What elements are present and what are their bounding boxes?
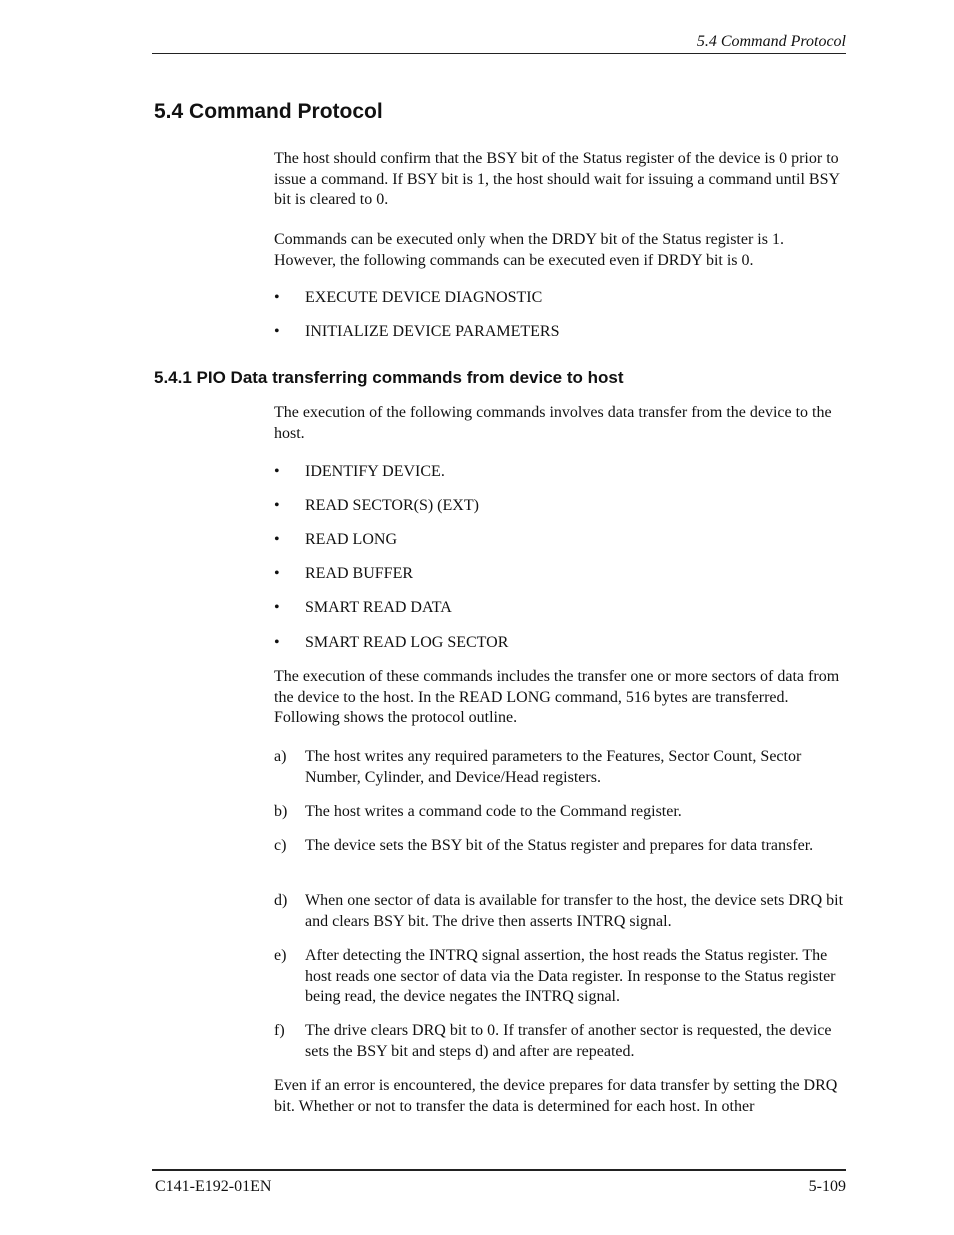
section-heading: 5.4 Command Protocol (154, 100, 383, 123)
bullet-icon: • (274, 323, 280, 340)
step-marker: d) (274, 892, 288, 909)
list-item-text: SMART READ LOG SECTOR (305, 634, 509, 651)
document-id: C141-E192-01EN (155, 1178, 272, 1195)
step-item (274, 891, 848, 932)
step-item (274, 802, 848, 823)
paragraph: Commands can be executed only when the DRDY bit of the Status register is 1. However, the following commands can be executed even if DRDY bit is 0. (274, 231, 784, 269)
list-item (274, 322, 848, 344)
step-marker: a) (274, 748, 287, 765)
step-marker: b) (274, 803, 288, 820)
bullet-icon: • (274, 289, 280, 306)
bullet-icon: • (274, 463, 280, 480)
header-rule (152, 53, 846, 54)
list-item-text: EXECUTE DEVICE DIAGNOSTIC (305, 289, 543, 306)
step-marker: f) (274, 1022, 285, 1039)
bullet-icon: • (274, 565, 280, 582)
list-item (274, 496, 848, 518)
paragraph: The execution of these commands includes the transfer one or more sectors of data from the device to the host. In the READ LONG command, 516 bytes are transferred. Following shows the protocol outline. (274, 668, 840, 727)
bullet-icon: • (274, 599, 280, 616)
list-item (274, 598, 848, 620)
step-text: After detecting the INTRQ signal assertion, the host reads the Status register. The host reads one sector of data via the Data register. In response to the Status register being read, the device negates the INTRQ signal. (305, 947, 836, 1006)
step-text: When one sector of data is available for transfer to the host, the device sets DRQ bit and clears BSY bit. The drive then asserts INTRQ signal. (305, 892, 844, 930)
list-item-text: SMART READ DATA (305, 599, 452, 616)
list-item-text: INITIALIZE DEVICE PARAMETERS (305, 323, 560, 340)
list-item-text: READ SECTOR(S) (EXT) (305, 497, 479, 514)
footer-rule (152, 1169, 846, 1171)
bullet-icon: • (274, 634, 280, 651)
list-item (274, 288, 848, 310)
step-item (274, 1021, 848, 1062)
bullet-icon: • (274, 531, 280, 548)
list-item-text: READ BUFFER (305, 565, 414, 582)
bullet-icon: • (274, 497, 280, 514)
paragraph: Even if an error is encountered, the device prepares for data transfer by setting the DRQ bit. Whether or not to transfer the data is determined for each host. In other (274, 1077, 838, 1115)
step-marker: c) (274, 837, 287, 854)
step-text: The device sets the BSY bit of the Status register and prepares for data transfer. (305, 837, 814, 854)
step-item (274, 747, 848, 788)
subsection-heading: 5.4.1 PIO Data transferring commands from device to host (154, 368, 624, 387)
step-text: The host writes any required parameters to the Features, Sector Count, Sector Number, Cylinder, and Device/Head registers. (305, 748, 802, 786)
step-text: The drive clears DRQ bit to 0. If transfer of another sector is requested, the device sets the BSY bit and steps d) and after are repeated. (305, 1022, 832, 1060)
step-text: The host writes a command code to the Command register. (305, 803, 682, 820)
step-marker: e) (274, 947, 287, 964)
running-header: 5.4 Command Protocol (696, 33, 846, 50)
page-number: 5-109 (808, 1178, 846, 1195)
paragraph: The execution of the following commands involves data transfer from the device to the host. (274, 404, 832, 442)
list-item (274, 530, 848, 552)
step-item (274, 946, 848, 1008)
list-item (274, 564, 848, 586)
list-item (274, 633, 848, 655)
step-item (274, 836, 848, 857)
list-item-text: IDENTIFY DEVICE. (305, 463, 445, 480)
list-item-text: READ LONG (305, 531, 397, 548)
list-item (274, 462, 848, 484)
paragraph: The host should confirm that the BSY bit of the Status register of the device is 0 prior to issue a command. If BSY bit is 1, the host should wait for issuing a command until BSY bit is cleared to 0. (274, 150, 840, 209)
